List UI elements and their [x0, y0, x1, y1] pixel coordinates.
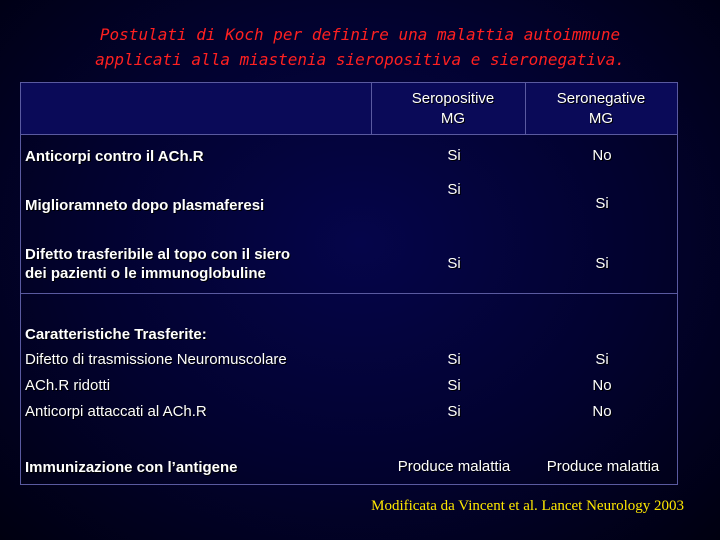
cell-seronegative-anticorpi: No [592, 147, 612, 164]
cell-seronegative-plasmaferesi: Si [595, 195, 609, 212]
source-credit: Modificata da Vincent et al. Lancet Neurology 2003 [371, 498, 684, 514]
header-divider-left [371, 83, 372, 135]
slide-title [0, 22, 720, 72]
column-header-seropositive-line2: MG [440, 110, 466, 127]
column-header-seronegative-line2: MG [588, 110, 614, 127]
cell-seropositive-anticorpi: Si [447, 147, 461, 164]
column-header-seropositive-line1: Seropositive [411, 90, 495, 107]
row-label-difetto-line1: Difetto trasferibile al topo con il siero [25, 246, 291, 263]
cell-seropositive-achr-ridotti: Si [447, 377, 461, 394]
sub-label-achr-ridotti: ACh.R ridotti [25, 377, 111, 394]
cell-seropositive-immunizazione: Produce malattia [397, 458, 511, 475]
title-line-2: applicati alla miastenia sieropositiva e sieronegativa. [95, 50, 625, 69]
cell-seronegative-achr-ridotti: No [592, 377, 612, 394]
sub-label-trasmissione: Difetto di trasmissione Neuromuscolare [25, 351, 287, 368]
cell-seropositive-trasmissione: Si [447, 351, 461, 368]
cell-seronegative-anticorpi-attaccati: No [592, 403, 612, 420]
row-label-difetto-trasferibile [25, 245, 290, 283]
sub-label-anticorpi-attaccati: Anticorpi attaccati al ACh.R [25, 403, 207, 420]
column-header-seronegative [531, 89, 671, 129]
row-label-anticorpi: Anticorpi contro il ACh.R [25, 148, 204, 165]
cell-seronegative-trasmissione: Si [595, 351, 609, 368]
row-label-immunizazione: Immunizazione con l’antigene [25, 459, 238, 476]
cell-seronegative-immunizazione: Produce malattia [546, 458, 660, 475]
row-divider [21, 293, 677, 294]
title-line-1: Postulati di Koch per definire una malattia autoimmune [99, 25, 621, 44]
cell-seropositive-plasmaferesi: Si [447, 181, 461, 198]
row-label-plasmaferesi: Miglioramneto dopo plasmaferesi [25, 197, 265, 214]
cell-seropositive-anticorpi-attaccati: Si [447, 403, 461, 420]
row-label-difetto-line2: dei pazienti o le immunoglobuline [25, 265, 266, 282]
cell-seropositive-difetto: Si [447, 255, 461, 272]
row-heading-caratteristiche: Caratteristiche Trasferite: [25, 326, 207, 343]
column-header-seronegative-line1: Seronegative [556, 90, 646, 107]
cell-seronegative-difetto: Si [595, 255, 609, 272]
column-header-seropositive [383, 89, 523, 129]
header-divider-right [525, 83, 526, 135]
